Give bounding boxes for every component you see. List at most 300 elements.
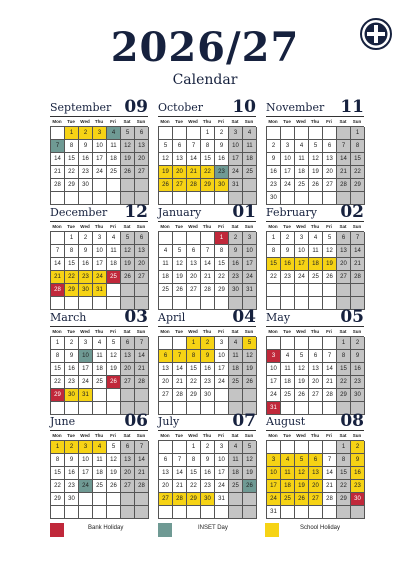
empty-cell xyxy=(281,441,295,454)
day-cell: 17 xyxy=(215,363,229,376)
day-cell: 21 xyxy=(323,480,337,493)
month-header xyxy=(158,410,256,430)
day-cell: 28 xyxy=(173,389,187,402)
day-cell: 16 xyxy=(229,258,243,271)
month-name: July xyxy=(158,415,180,428)
day-cell: 29 xyxy=(337,493,351,506)
day-cell: 17 xyxy=(243,258,257,271)
day-cell: 24 xyxy=(215,376,229,389)
empty-cell xyxy=(51,506,65,519)
day-cell: 4 xyxy=(93,337,107,350)
day-cell: 15 xyxy=(215,258,229,271)
weekday-label: Thu xyxy=(94,224,104,229)
empty-cell xyxy=(93,506,107,519)
day-cell: 13 xyxy=(309,467,323,480)
day-cell: 14 xyxy=(51,153,65,166)
weekday-label: Wed xyxy=(188,224,198,229)
month-name: April xyxy=(158,311,186,324)
empty-cell xyxy=(187,232,201,245)
day-cell: 17 xyxy=(93,258,107,271)
day-cell: 25 xyxy=(281,493,295,506)
empty-cell xyxy=(281,506,295,519)
weekday-label: Sat xyxy=(231,433,239,438)
empty-cell xyxy=(229,493,243,506)
day-cell: 30 xyxy=(201,389,215,402)
day-cell: 13 xyxy=(187,258,201,271)
month-header xyxy=(266,306,364,326)
weekday-label: Sun xyxy=(136,329,146,334)
day-cell: 2 xyxy=(79,232,93,245)
empty-cell xyxy=(323,441,337,454)
day-cell: 29 xyxy=(337,389,351,402)
day-cell: 8 xyxy=(187,350,201,363)
weekday-label: Thu xyxy=(202,329,212,334)
day-cell: 11 xyxy=(229,454,243,467)
day-cell: 6 xyxy=(159,454,173,467)
weekday-label: Wed xyxy=(296,119,306,124)
day-cell: 9 xyxy=(79,245,93,258)
day-cell: 28 xyxy=(323,389,337,402)
day-cell: 6 xyxy=(309,454,323,467)
weekday-label: Wed xyxy=(188,119,198,124)
empty-cell xyxy=(187,127,201,140)
day-cell: 10 xyxy=(215,454,229,467)
weekday-label: Fri xyxy=(326,119,332,124)
empty-cell xyxy=(337,284,351,297)
day-cell: 10 xyxy=(229,140,243,153)
legend xyxy=(0,523,410,539)
weekday-header xyxy=(50,430,148,440)
day-cell: 18 xyxy=(229,363,243,376)
day-cell: 27 xyxy=(121,376,135,389)
empty-cell xyxy=(267,441,281,454)
day-cell: 29 xyxy=(65,284,79,297)
day-cell: 5 xyxy=(107,337,121,350)
day-cell: 8 xyxy=(51,454,65,467)
day-cell: 1 xyxy=(65,127,79,140)
day-cell: 9 xyxy=(79,140,93,153)
day-cell: 27 xyxy=(121,480,135,493)
weekday-label: Mon xyxy=(268,119,278,124)
day-cell: 4 xyxy=(93,441,107,454)
day-cell: 7 xyxy=(337,140,351,153)
day-cell: 14 xyxy=(323,363,337,376)
weekday-label: Sun xyxy=(244,119,254,124)
empty-cell xyxy=(79,493,93,506)
empty-cell xyxy=(295,284,309,297)
day-cell: 30 xyxy=(351,389,365,402)
day-cell: 6 xyxy=(121,337,135,350)
weekday-header xyxy=(158,221,256,231)
empty-cell xyxy=(295,337,309,350)
day-cell: 8 xyxy=(215,245,229,258)
weekday-label: Mon xyxy=(52,329,62,334)
day-cell: 15 xyxy=(187,467,201,480)
day-cell: 16 xyxy=(65,467,79,480)
day-cell: 10 xyxy=(93,245,107,258)
weekday-label: Fri xyxy=(326,224,332,229)
day-cell: 13 xyxy=(159,363,173,376)
day-cell: 11 xyxy=(159,258,173,271)
weekday-label: Sat xyxy=(231,224,239,229)
empty-cell xyxy=(135,284,149,297)
month-number: 10 xyxy=(232,97,256,117)
weekday-label: Mon xyxy=(52,224,62,229)
empty-cell xyxy=(201,232,215,245)
day-cell: 23 xyxy=(351,376,365,389)
day-cell: 24 xyxy=(215,480,229,493)
day-cell: 9 xyxy=(215,140,229,153)
day-cell: 28 xyxy=(173,493,187,506)
day-cell: 27 xyxy=(309,493,323,506)
day-cell: 6 xyxy=(173,140,187,153)
day-cell: 9 xyxy=(65,350,79,363)
weekday-label: Fri xyxy=(326,433,332,438)
empty-cell xyxy=(159,127,173,140)
day-cell: 13 xyxy=(135,245,149,258)
day-cell: 10 xyxy=(295,245,309,258)
day-cell: 27 xyxy=(159,389,173,402)
empty-cell xyxy=(159,506,173,519)
day-cell: 15 xyxy=(51,467,65,480)
day-cell: 1 xyxy=(351,127,365,140)
day-cell: 8 xyxy=(337,350,351,363)
day-cell: 1 xyxy=(337,337,351,350)
day-cell: 1 xyxy=(187,337,201,350)
day-cell: 4 xyxy=(243,127,257,140)
empty-cell xyxy=(309,127,323,140)
weekday-label: Mon xyxy=(160,433,170,438)
day-cell: 29 xyxy=(65,179,79,192)
empty-cell xyxy=(267,127,281,140)
day-cell: 5 xyxy=(295,350,309,363)
day-cell: 7 xyxy=(51,245,65,258)
empty-cell xyxy=(173,506,187,519)
day-cell: 27 xyxy=(173,179,187,192)
day-cell: 23 xyxy=(267,179,281,192)
weekday-label: Wed xyxy=(80,224,90,229)
day-cell: 16 xyxy=(215,153,229,166)
weekday-label: Fri xyxy=(218,329,224,334)
weekday-label: Thu xyxy=(202,119,212,124)
day-cell: 21 xyxy=(51,271,65,284)
month-november xyxy=(266,96,364,205)
month-name: October xyxy=(158,101,204,114)
day-cell: 21 xyxy=(201,271,215,284)
day-cell: 11 xyxy=(281,363,295,376)
day-cell: 20 xyxy=(135,153,149,166)
empty-cell xyxy=(121,284,135,297)
day-cell: 28 xyxy=(51,179,65,192)
month-name: December xyxy=(50,206,108,219)
empty-cell xyxy=(93,389,107,402)
weekday-label: Wed xyxy=(296,224,306,229)
empty-cell xyxy=(267,284,281,297)
weekday-label: Wed xyxy=(296,433,306,438)
day-cell: 26 xyxy=(243,480,257,493)
weekday-label: Sat xyxy=(339,329,347,334)
day-cell: 26 xyxy=(243,376,257,389)
day-cell: 30 xyxy=(229,284,243,297)
day-cell: 7 xyxy=(135,337,149,350)
day-cell: 28 xyxy=(351,271,365,284)
day-cell: 21 xyxy=(173,376,187,389)
empty-cell xyxy=(323,284,337,297)
day-cell: 24 xyxy=(79,480,93,493)
empty-cell xyxy=(295,506,309,519)
day-cell: 8 xyxy=(267,245,281,258)
day-cell: 10 xyxy=(215,350,229,363)
day-cell: 19 xyxy=(295,480,309,493)
empty-cell xyxy=(295,127,309,140)
weekday-label: Fri xyxy=(326,329,332,334)
weekday-header xyxy=(158,116,256,126)
day-cell: 12 xyxy=(295,467,309,480)
day-cell: 3 xyxy=(229,127,243,140)
weekday-label: Tue xyxy=(175,119,183,124)
day-cell: 2 xyxy=(79,127,93,140)
day-cell: 13 xyxy=(121,350,135,363)
empty-cell xyxy=(121,389,135,402)
empty-cell xyxy=(135,493,149,506)
day-cell: 12 xyxy=(121,140,135,153)
day-cell: 12 xyxy=(173,258,187,271)
empty-cell xyxy=(135,389,149,402)
day-cell: 20 xyxy=(337,258,351,271)
day-grid xyxy=(158,440,256,519)
weekday-label: Sat xyxy=(123,329,131,334)
day-cell: 3 xyxy=(215,337,229,350)
empty-cell xyxy=(107,493,121,506)
empty-cell xyxy=(173,232,187,245)
day-cell: 31 xyxy=(229,179,243,192)
day-cell: 11 xyxy=(229,350,243,363)
day-cell: 4 xyxy=(309,232,323,245)
legend-school-swatch xyxy=(265,523,279,537)
empty-cell xyxy=(159,232,173,245)
day-cell: 10 xyxy=(281,153,295,166)
weekday-label: Mon xyxy=(160,329,170,334)
day-cell: 30 xyxy=(79,284,93,297)
day-cell: 12 xyxy=(107,454,121,467)
day-cell: 27 xyxy=(309,389,323,402)
weekday-header xyxy=(158,326,256,336)
day-cell: 10 xyxy=(79,454,93,467)
day-cell: 1 xyxy=(337,441,351,454)
month-number: 04 xyxy=(232,307,256,327)
day-cell: 22 xyxy=(187,480,201,493)
empty-cell xyxy=(281,337,295,350)
empty-cell xyxy=(51,232,65,245)
day-cell: 29 xyxy=(51,493,65,506)
weekday-label: Thu xyxy=(310,329,320,334)
day-cell: 26 xyxy=(295,389,309,402)
day-cell: 21 xyxy=(51,166,65,179)
day-cell: 3 xyxy=(215,441,229,454)
day-cell: 23 xyxy=(65,376,79,389)
day-cell: 6 xyxy=(121,441,135,454)
day-cell: 18 xyxy=(281,480,295,493)
day-cell: 18 xyxy=(107,258,121,271)
day-cell: 26 xyxy=(159,179,173,192)
day-cell: 27 xyxy=(135,271,149,284)
empty-cell xyxy=(173,337,187,350)
day-cell: 28 xyxy=(337,179,351,192)
day-cell: 14 xyxy=(351,245,365,258)
empty-cell xyxy=(351,506,365,519)
day-cell: 12 xyxy=(309,153,323,166)
day-cell: 7 xyxy=(187,140,201,153)
weekday-label: Fri xyxy=(110,224,116,229)
day-cell: 26 xyxy=(173,284,187,297)
empty-cell xyxy=(309,441,323,454)
weekday-header xyxy=(266,430,364,440)
day-cell: 19 xyxy=(159,166,173,179)
day-cell: 15 xyxy=(267,258,281,271)
weekday-label: Sun xyxy=(244,224,254,229)
weekday-label: Wed xyxy=(80,433,90,438)
day-cell: 1 xyxy=(215,232,229,245)
month-june xyxy=(50,410,148,519)
day-cell: 16 xyxy=(351,363,365,376)
day-cell: 15 xyxy=(187,363,201,376)
weekday-label: Thu xyxy=(202,433,212,438)
day-cell: 17 xyxy=(93,153,107,166)
empty-cell xyxy=(51,127,65,140)
day-cell: 28 xyxy=(323,493,337,506)
day-cell: 3 xyxy=(267,454,281,467)
day-cell: 12 xyxy=(323,245,337,258)
day-cell: 2 xyxy=(65,441,79,454)
empty-cell xyxy=(159,337,173,350)
day-cell: 21 xyxy=(135,467,149,480)
day-cell: 4 xyxy=(159,245,173,258)
month-header xyxy=(50,306,148,326)
day-cell: 9 xyxy=(351,350,365,363)
weekday-label: Sun xyxy=(352,329,362,334)
day-cell: 12 xyxy=(159,153,173,166)
day-cell: 19 xyxy=(309,166,323,179)
empty-cell xyxy=(93,493,107,506)
weekday-label: Thu xyxy=(310,433,320,438)
day-cell: 30 xyxy=(201,493,215,506)
cross-emblem-icon xyxy=(360,18,392,50)
weekday-label: Sun xyxy=(136,433,146,438)
day-cell: 3 xyxy=(93,232,107,245)
weekday-label: Sat xyxy=(339,224,347,229)
day-cell: 1 xyxy=(267,232,281,245)
day-cell: 22 xyxy=(337,480,351,493)
day-cell: 30 xyxy=(351,493,365,506)
day-cell: 4 xyxy=(107,232,121,245)
day-cell: 5 xyxy=(107,441,121,454)
weekday-label: Sun xyxy=(352,119,362,124)
month-name: March xyxy=(50,311,87,324)
day-cell: 31 xyxy=(267,402,281,415)
day-cell: 25 xyxy=(107,271,121,284)
day-cell: 6 xyxy=(337,232,351,245)
day-grid xyxy=(158,336,256,415)
day-cell: 5 xyxy=(295,454,309,467)
calendar-title: 2026/27 xyxy=(110,24,300,71)
month-march xyxy=(50,306,148,415)
day-cell: 14 xyxy=(135,350,149,363)
month-number: 11 xyxy=(340,97,364,117)
day-cell: 29 xyxy=(187,493,201,506)
month-header xyxy=(266,201,364,221)
day-cell: 20 xyxy=(121,467,135,480)
month-july xyxy=(158,410,256,519)
day-cell: 29 xyxy=(351,179,365,192)
month-header xyxy=(158,306,256,326)
day-cell: 24 xyxy=(243,271,257,284)
day-cell: 28 xyxy=(135,376,149,389)
day-cell: 26 xyxy=(121,166,135,179)
day-cell: 20 xyxy=(135,258,149,271)
day-cell: 9 xyxy=(201,350,215,363)
weekday-label: Wed xyxy=(188,329,198,334)
day-cell: 26 xyxy=(295,493,309,506)
day-cell: 30 xyxy=(65,493,79,506)
day-cell: 21 xyxy=(323,376,337,389)
month-december xyxy=(50,201,148,310)
weekday-label: Fri xyxy=(110,433,116,438)
weekday-label: Tue xyxy=(283,433,291,438)
day-cell: 27 xyxy=(323,179,337,192)
day-cell: 20 xyxy=(121,363,135,376)
month-number: 01 xyxy=(232,202,256,222)
day-cell: 24 xyxy=(295,271,309,284)
weekday-label: Sun xyxy=(136,224,146,229)
weekday-label: Thu xyxy=(310,224,320,229)
day-cell: 1 xyxy=(201,127,215,140)
day-cell: 5 xyxy=(121,232,135,245)
empty-cell xyxy=(309,506,323,519)
month-name: January xyxy=(158,206,202,219)
day-cell: 20 xyxy=(309,480,323,493)
weekday-label: Mon xyxy=(268,329,278,334)
day-cell: 25 xyxy=(229,376,243,389)
weekday-label: Sun xyxy=(244,329,254,334)
day-cell: 17 xyxy=(229,153,243,166)
calendar-subtitle: Calendar xyxy=(172,72,238,88)
weekday-label: Sun xyxy=(352,433,362,438)
empty-cell xyxy=(323,337,337,350)
day-cell: 2 xyxy=(201,441,215,454)
legend-school-label: School Holiday xyxy=(300,525,341,531)
weekday-label: Fri xyxy=(218,433,224,438)
day-cell: 13 xyxy=(309,363,323,376)
weekday-label: Fri xyxy=(218,224,224,229)
day-cell: 14 xyxy=(337,153,351,166)
month-header xyxy=(50,201,148,221)
day-cell: 7 xyxy=(173,454,187,467)
day-cell: 16 xyxy=(79,153,93,166)
weekday-label: Tue xyxy=(175,224,183,229)
day-cell: 19 xyxy=(243,363,257,376)
month-name: November xyxy=(266,101,325,114)
day-cell: 1 xyxy=(65,232,79,245)
day-cell: 25 xyxy=(93,376,107,389)
day-cell: 21 xyxy=(187,166,201,179)
day-cell: 17 xyxy=(215,467,229,480)
weekday-label: Thu xyxy=(202,224,212,229)
day-cell: 8 xyxy=(187,454,201,467)
day-cell: 8 xyxy=(337,454,351,467)
day-cell: 14 xyxy=(323,467,337,480)
day-cell: 25 xyxy=(93,480,107,493)
weekday-label: Tue xyxy=(283,224,291,229)
